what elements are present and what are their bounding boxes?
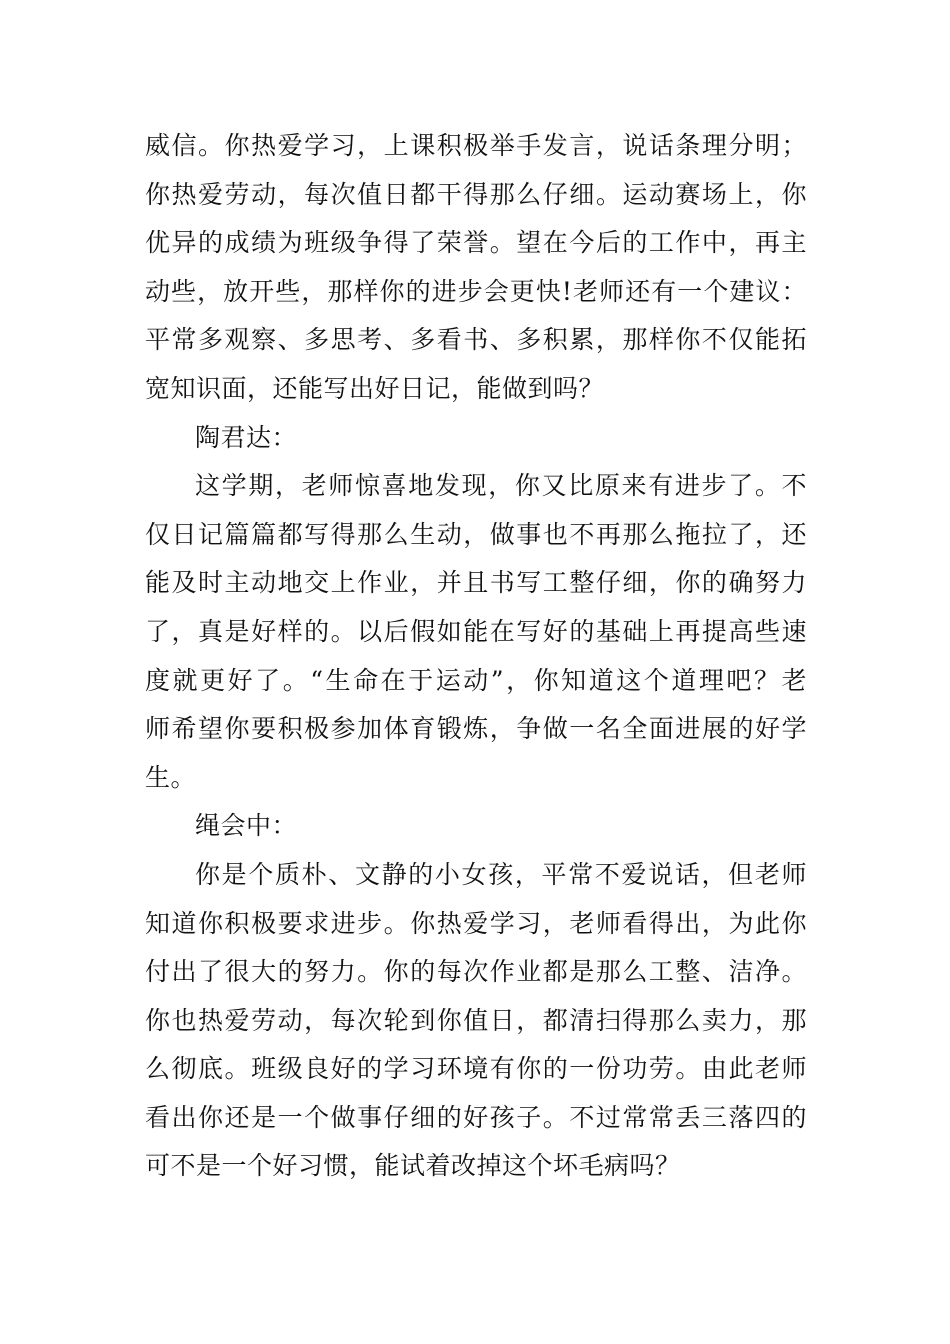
text-line: 动些，放开些，那样你的进步会更快!老师还有一个建议：	[145, 276, 807, 306]
text-line: 平常多观察、多思考、多看书、多积累，那样你不仅能拓	[145, 325, 807, 355]
student-name-heading: 陶君达：	[195, 422, 298, 452]
text-line: 仅日记篇篇都写得那么生动，做事也不再那么拖拉了，还	[145, 519, 807, 549]
text-line: 你也热爱劳动，每次轮到你值日，都清扫得那么卖力，那	[145, 1005, 807, 1035]
text-line: 可不是一个好习惯，能试着改掉这个坏毛病吗？	[145, 1151, 681, 1181]
text-line: 这学期，老师惊喜地发现，你又比原来有进步了。不	[195, 471, 807, 501]
text-line: 宽知识面，还能写出好日记，能做到吗？	[145, 373, 605, 403]
text-line: 看出你还是一个做事仔细的好孩子。不过常常丢三落四的	[145, 1102, 807, 1132]
text-line: 威信。你热爱学习，上课积极举手发言，说话条理分明；	[145, 131, 807, 160]
text-line: 付出了很大的努力。你的每次作业都是那么工整、洁净。	[145, 957, 807, 987]
comment-paragraph-3	[145, 851, 807, 1191]
text-line: 你热爱劳动，每次值日都干得那么仔细。运动赛场上，你	[145, 179, 807, 209]
comment-paragraph-2	[145, 462, 807, 802]
text-line: 度就更好了。“生命在于运动”，你知道这个道理吧？老	[145, 665, 807, 695]
document-body	[145, 122, 807, 1191]
text-line: 师希望你要积极参加体育锻炼，争做一名全面进展的好学	[145, 714, 807, 744]
text-line: 知道你积极要求进步。你热爱学习，老师看得出，为此你	[145, 908, 807, 938]
text-line: 么彻底。班级良好的学习环境有你的一份功劳。由此老师	[145, 1054, 807, 1084]
text-line: 了，真是好样的。以后假如能在写好的基础上再提高些速	[145, 616, 807, 646]
text-line: 优异的成绩为班级争得了荣誉。望在今后的工作中，再主	[145, 228, 807, 258]
text-line: 你是个质朴、文静的小女孩，平常不爱说话，但老师	[195, 859, 807, 889]
text-line: 生。	[145, 762, 197, 792]
text-line: 能及时主动地交上作业，并且书写工整仔细，你的确努力	[145, 568, 807, 598]
student-name-heading: 绳会中：	[195, 811, 298, 841]
comment-paragraph-1	[145, 122, 807, 414]
